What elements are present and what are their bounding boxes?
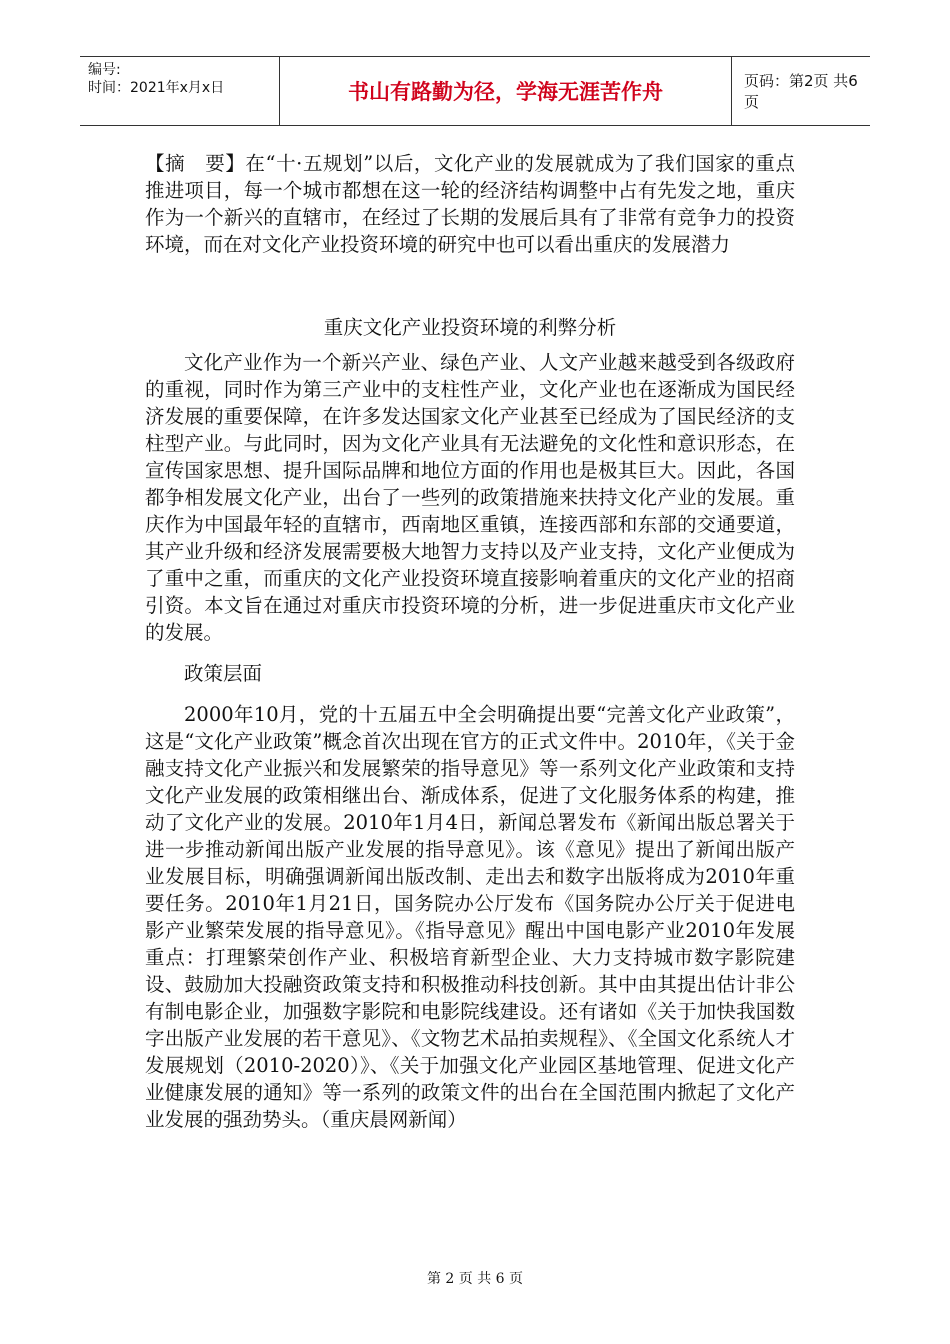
- page-header: [80, 56, 870, 126]
- time-label: 时间：2021年x月x日: [88, 80, 225, 96]
- section-heading-policy: 政策层面: [184, 662, 263, 685]
- paragraph-policy: 2000年10月，党的十五届五中全会明确提出要“完善文化产业政策”，这是“文化产业政策”概念首次出现在官方的正式文件中。2010年，《关于金融支持文化产业振兴和发展繁荣的指导意见》等一系列文化产业政策和支持文化产业发展的政策相继出台、渐成体系，促进了文化服务体系的构建，推动了文化产业的发展。2010年1月4日，新闻总署发布《新闻出版总署关于进一步推动新闻出版产业发展的指导意见》。该《意见》提出了新闻出版产业发展目标，明确强调新闻出版改制、走出去和数字出版将成为2010年重要任务。2010年1月21日，国务院办公厅发布《国务院办公厅关于促进电影产业繁荣发展的指导意见》。《指导意见》醒出中国电影产业2010年发展重点：打理繁荣创作产业、积极培育新型企业、大力支持城市数字影院建设、鼓励加大投融资政策支持和积极推动科技创新。其中由其提出估计非公有制电影企业，加强数字影院和电影院线建设。还有诸如《关于加快我国数字出版产业发展的若干意见》、《文物艺术品拍卖规程》、《全国文化系统人才发展规划（2010-2020）》、《关于加强文化产业园区基地管理、促进文化产业健康发展的通知》等一系列的政策文件的出台在全国范围内掀起了文化产业发展的强劲势头。（重庆晨网新闻）: [145, 703, 795, 1131]
- number-label: 编号:: [88, 62, 121, 78]
- document-body: [145, 150, 795, 1133]
- abstract: 【摘 要】在“十·五规划”以后，文化产业的发展就成为了我们国家的重点推进项目，每一个城市都想在这一轮的经济结构调整中占有先发之地，重庆作为一个新兴的直辖市，在经过了长期的发展后具有了非常有竞争力的投资环境，而在对文化产业投资环境的研究中也可以看出重庆的发展潜力: [145, 152, 795, 256]
- header-motto: 书山有路勤为径，学海无涯苦作舟: [280, 57, 732, 125]
- paragraph-intro: 文化产业作为一个新兴产业、绿色产业、人文产业越来越受到各级政府的重视，同时作为第三产业中的支柱性产业，文化产业也在逐渐成为国民经济发展的重要保障，在许多发达国家文化产业甚至已经成为了国民经济的支柱型产业。与此同时，因为文化产业具有无法避免的文化性和意识形态，在宣传国家思想、提升国际品牌和地位方面的作用也是极其巨大。因此，各国都争相发展文化产业，出台了一些列的政策措施来扶持文化产业的发展。重庆作为中国最年轻的直辖市，西南地区重镇，连接西部和东部的交通要道，其产业升级和经济发展需要极大地智力支持以及产业支持，文化产业便成为了重中之重，而重庆的文化产业投资环境直接影响着重庆的文化产业的招商引资。本文旨在通过对重庆市投资环境的分析，进一步促进重庆市文化产业的发展。: [145, 351, 795, 644]
- page-footer: 第 2 页 共 6 页: [426, 1271, 524, 1287]
- header-meta: [80, 57, 280, 125]
- header-page-info: 页码：第2页 共6页: [744, 72, 858, 111]
- article-title: 重庆文化产业投资环境的利弊分析: [323, 316, 617, 339]
